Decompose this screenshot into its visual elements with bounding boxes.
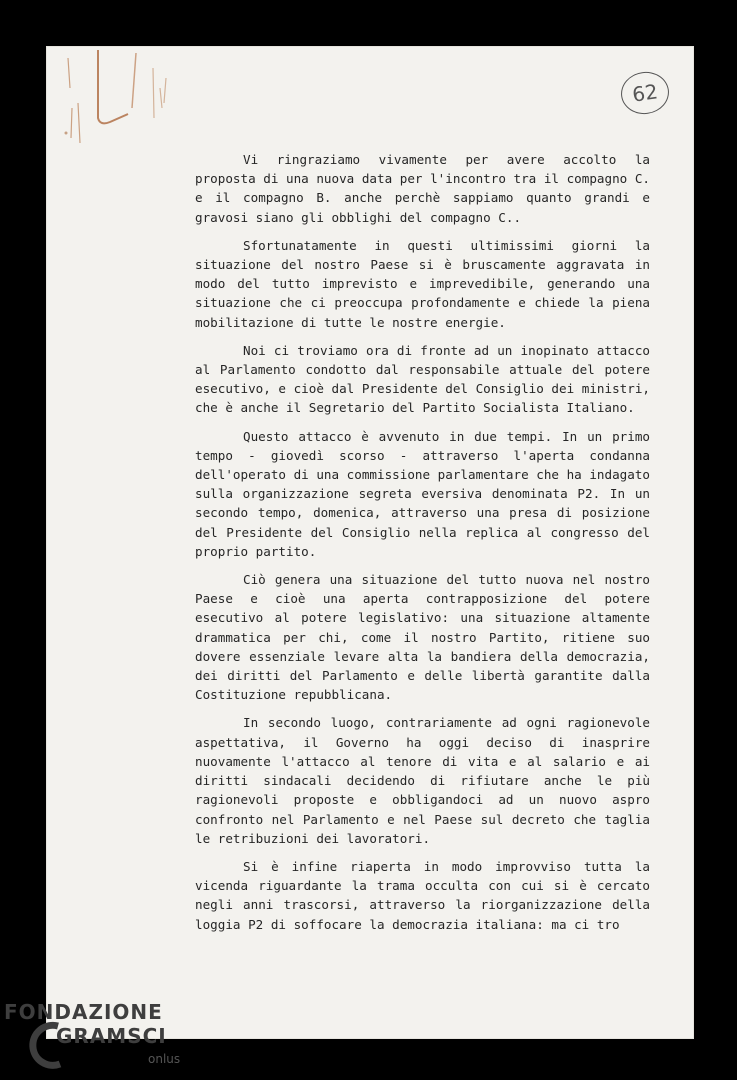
- paragraph: Si è infine riaperta in modo improvviso tutta la vicenda riguardante la trama occulta con cui si è cercato negli anni trascorsi, attraverso la riorganizzazione della loggia P2 di soffocare la democrazia italiana: ma ci tro: [195, 858, 650, 932]
- watermark-line-2: GRAMSCI: [56, 1024, 167, 1048]
- fondazione-gramsci-watermark: [0, 998, 200, 1080]
- paragraph: Noi ci troviamo ora di fronte ad un inopinato attacco al Parlamento condotto dal responsabile attuale del potere esecutivo, e cioè dal Presidente del Consiglio dei ministri, che è anche il Segretario del Partito Socialista Italiano.: [195, 342, 650, 416]
- paragraph: Questo attacco è avvenuto in due tempi. In un primo tempo - giovedì scorso - attraverso l'aperta condanna dell'operato di una commissione parlamentare che ha indagato sulla organizzazione segreta eversiva denominata P2. In un secondo tempo, domenica, attraverso una presa di posizione del Presidente del Consiglio nella replica al congresso del proprio partito.: [195, 428, 650, 559]
- letter-body: [195, 150, 650, 934]
- paragraph: Vi ringraziamo vivamente per avere accolto la proposta di una nuova data per l'incontro tra il compagno C. e il compagno B. anche perchè sappiamo quanto grandi e gravosi siano gli obblighi del compagno C..: [195, 152, 650, 225]
- watermark-line-1: FONDAZIONE: [4, 1000, 163, 1024]
- rust-stain-marks: [58, 48, 198, 178]
- paragraph: In secondo luogo, contrariamente ad ogni ragionevole aspettativa, il Governo ha oggi deciso di inasprire nuovamente l'attacco al tenore di vita e al salario e ai diritti sindacali decidendo di rifiutare anche le più ragionevoli proposte e obbligandoci ad un nuovo aspro confronto nel Parlamento e nel Paese sul decreto che taglia le retribuzioni dei lavoratori.: [195, 715, 650, 846]
- watermark-line-3: onlus: [148, 1052, 181, 1066]
- page-number: 62: [630, 79, 660, 107]
- paragraph: Sfortunatamente in questi ultimissimi giorni la situazione del nostro Paese si è bruscamente aggravata in modo del tutto imprevisto e imprevedibile, generando una situazione che ci preoccupa profondamente e chiede la piena mobilitazione di tutte le nostre energie.: [195, 237, 650, 330]
- paragraph: Ciò genera una situazione del tutto nuova nel nostro Paese e cioè una aperta contrapposizione del potere esecutivo al potere legislativo: una situazione altamente drammatica per chi, come il nostro Partito, ritiene suo dovere essenziale levare alta la bandiera della democrazia, dei diritti del Parlamento e delle libertà garantite dalla Costituzione repubblicana.: [195, 572, 650, 703]
